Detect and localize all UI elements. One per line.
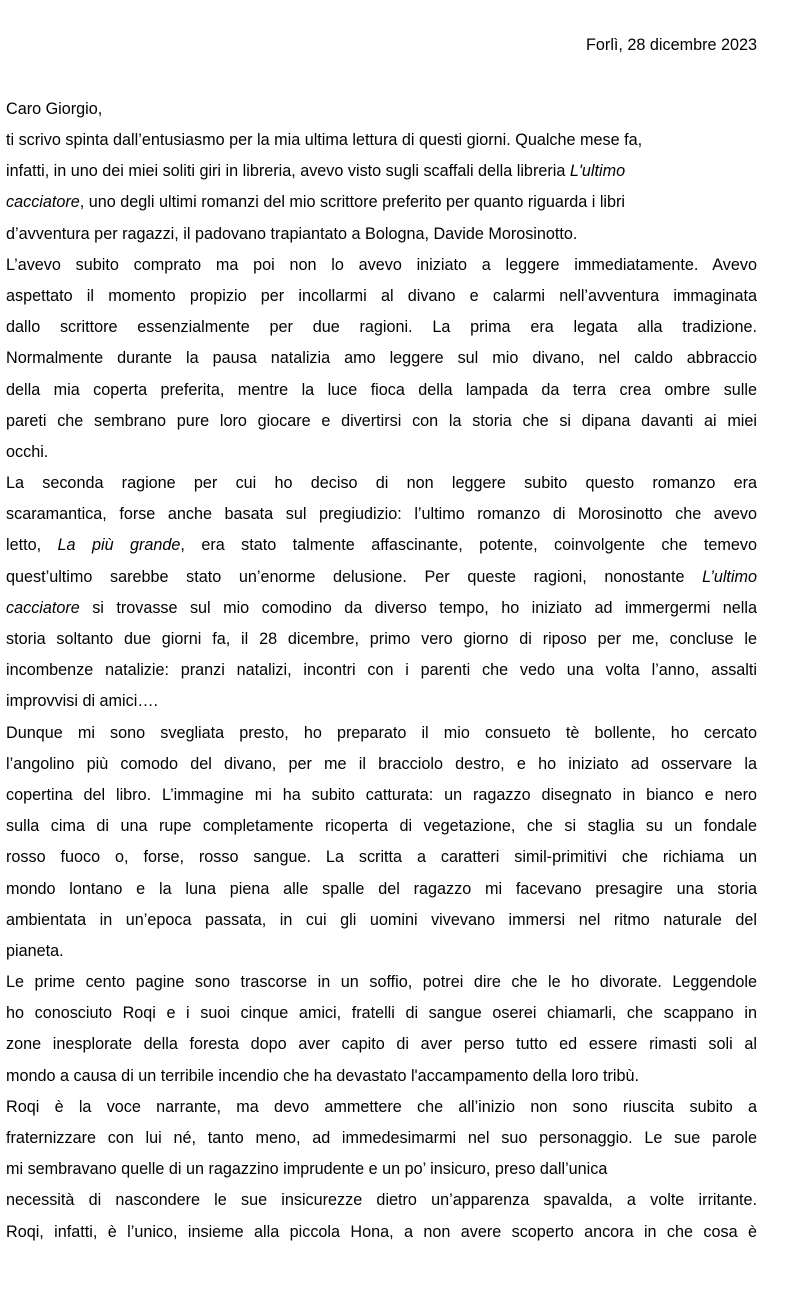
text-line: della mia coperta preferita, mentre la luce fioca della lampada da terra crea ombre sulle <box>6 380 757 399</box>
book-title: cacciatore <box>6 598 80 617</box>
book-title: cacciatore <box>6 193 80 212</box>
text-line: letto, La più grande, era stato talmente affascinante, potente, coinvolgente che temevo <box>6 536 757 555</box>
paragraph-2 <box>6 250 757 468</box>
text-line: storia soltanto due giorni fa, il 28 dicembre, primo vero giorno di riposo per me, concluse le <box>6 630 757 648</box>
paragraph-4 <box>6 718 757 968</box>
text-line: copertina del libro. L’immagine mi ha subito catturata: un ragazzo disegnato in bianco e nero <box>6 785 757 804</box>
text-line: l’angolino più comodo del divano, per me il bracciolo destro, e ho iniziato ad osservare la <box>6 754 757 773</box>
text-line: ti scrivo spinta dall’entusiasmo per la mia ultima lettura di questi giorni. Qualche mese fa, <box>6 131 643 149</box>
paragraph-6 <box>6 1092 757 1248</box>
letter-date: Forlì, 28 dicembre 2023 <box>586 36 757 54</box>
text-line: Roqi, infatti, è l’unico, insieme alla piccola Hona, a non avere scoperto ancora in che cosa è <box>6 1222 757 1241</box>
text-line: La seconda ragione per cui ho deciso di non leggere subito questo romanzo era <box>6 474 757 493</box>
book-title: L’ultimo <box>702 567 757 586</box>
text-line: improvvisi di amici…. <box>6 692 159 711</box>
text-line: mondo lontano e la luna piena alle spalle del ragazzo mi facevano presagire una storia <box>6 879 757 898</box>
text-line: incombenze natalizie: pranzi natalizi, incontri con i parenti che vedo una volta l’anno, assalti <box>6 661 757 680</box>
salutation: Caro Giorgio, <box>6 100 103 118</box>
text-line: Roqi è la voce narrante, ma devo ammettere che all’inizio non sono riuscita subito a <box>6 1097 757 1116</box>
text-line: occhi. <box>6 442 49 461</box>
text-line: mondo a causa di un terribile incendio che ha devastato l'accampamento della loro tribù. <box>6 1066 639 1085</box>
book-title: L'ultimo <box>569 162 626 181</box>
letter-body <box>6 125 757 1248</box>
text-line: Le prime cento pagine sono trascorse in un soffio, potrei dire che le ho divorate. Leggendole <box>6 973 757 992</box>
text-line: aspettato il momento propizio per incollarmi al divano e calarmi nell’avventura immaginata <box>6 286 757 305</box>
text-line: mi sembravano quelle di un ragazzino imprudente e un po’ insicuro, preso dall’unica <box>6 1160 608 1179</box>
text-line: ambientata in un’epoca passata, in cui gli uomini vivevano immersi nel ritmo naturale del <box>6 910 757 929</box>
text-line: scaramantica, forse anche basata sul pregiudizio: l’ultimo romanzo di Morosinotto che avevo <box>6 505 757 524</box>
text-line: pareti che sembrano pure loro giocare e divertirsi con la storia che si dipana davanti ai miei <box>6 411 757 430</box>
text-line: quest’ultimo sarebbe stato un’enorme delusione. Per queste ragioni, nonostante L’ultimo <box>6 567 757 586</box>
text-line: cacciatore si trovasse sul mio comodino da diverso tempo, ho iniziato ad immergermi nella <box>6 598 757 617</box>
text-line: L’avevo subito comprato ma poi non lo avevo iniziato a leggere immediatamente. Avevo <box>6 255 757 274</box>
text-line: ho conosciuto Roqi e i suoi cinque amici, fratelli di sangue oserei chiamarli, che scappano in <box>6 1004 757 1023</box>
text-line: sulla cima di una rupe completamente ricoperta di vegetazione, che si staglia su un fondale <box>6 817 757 836</box>
paragraph-5 <box>6 967 757 1092</box>
text-line: dallo scrittore essenzialmente per due ragioni. La prima era legata alla tradizione. <box>6 318 757 337</box>
text-line: d’avventura per ragazzi, il padovano trapiantato a Bologna, Davide Morosinotto. <box>6 224 578 243</box>
text-line: infatti, in uno dei miei soliti giri in libreria, avevo visto sugli scaffali della libreria L'ultimo <box>6 162 626 181</box>
text-line: zone inesplorate della foresta dopo aver capito di aver perso tutto ed essere rimasti soli al <box>6 1035 757 1054</box>
text-line: cacciatore, uno degli ultimi romanzi del mio scrittore preferito per quanto riguarda i libri <box>6 193 626 212</box>
paragraph-3 <box>6 468 757 718</box>
text-line: necessità di nascondere le sue insicurezze dietro un’apparenza spavalda, a volte irritante. <box>6 1191 757 1210</box>
paragraph-1 <box>6 125 757 250</box>
text-line: rosso fuoco o, forse, rosso sangue. La scritta a caratteri simil-primitivi che richiama un <box>6 848 757 867</box>
text-line: Normalmente durante la pausa natalizia amo leggere sul mio divano, nel caldo abbraccio <box>6 349 757 368</box>
text-line: fraternizzare con lui né, tanto meno, ad immedesimarmi nel suo personaggio. Le sue parole <box>6 1129 757 1147</box>
book-title: La più grande <box>57 536 181 555</box>
text-line: Dunque mi sono svegliata presto, ho preparato il mio consueto tè bollente, ho cercato <box>6 723 757 742</box>
text-line: pianeta. <box>6 941 64 960</box>
